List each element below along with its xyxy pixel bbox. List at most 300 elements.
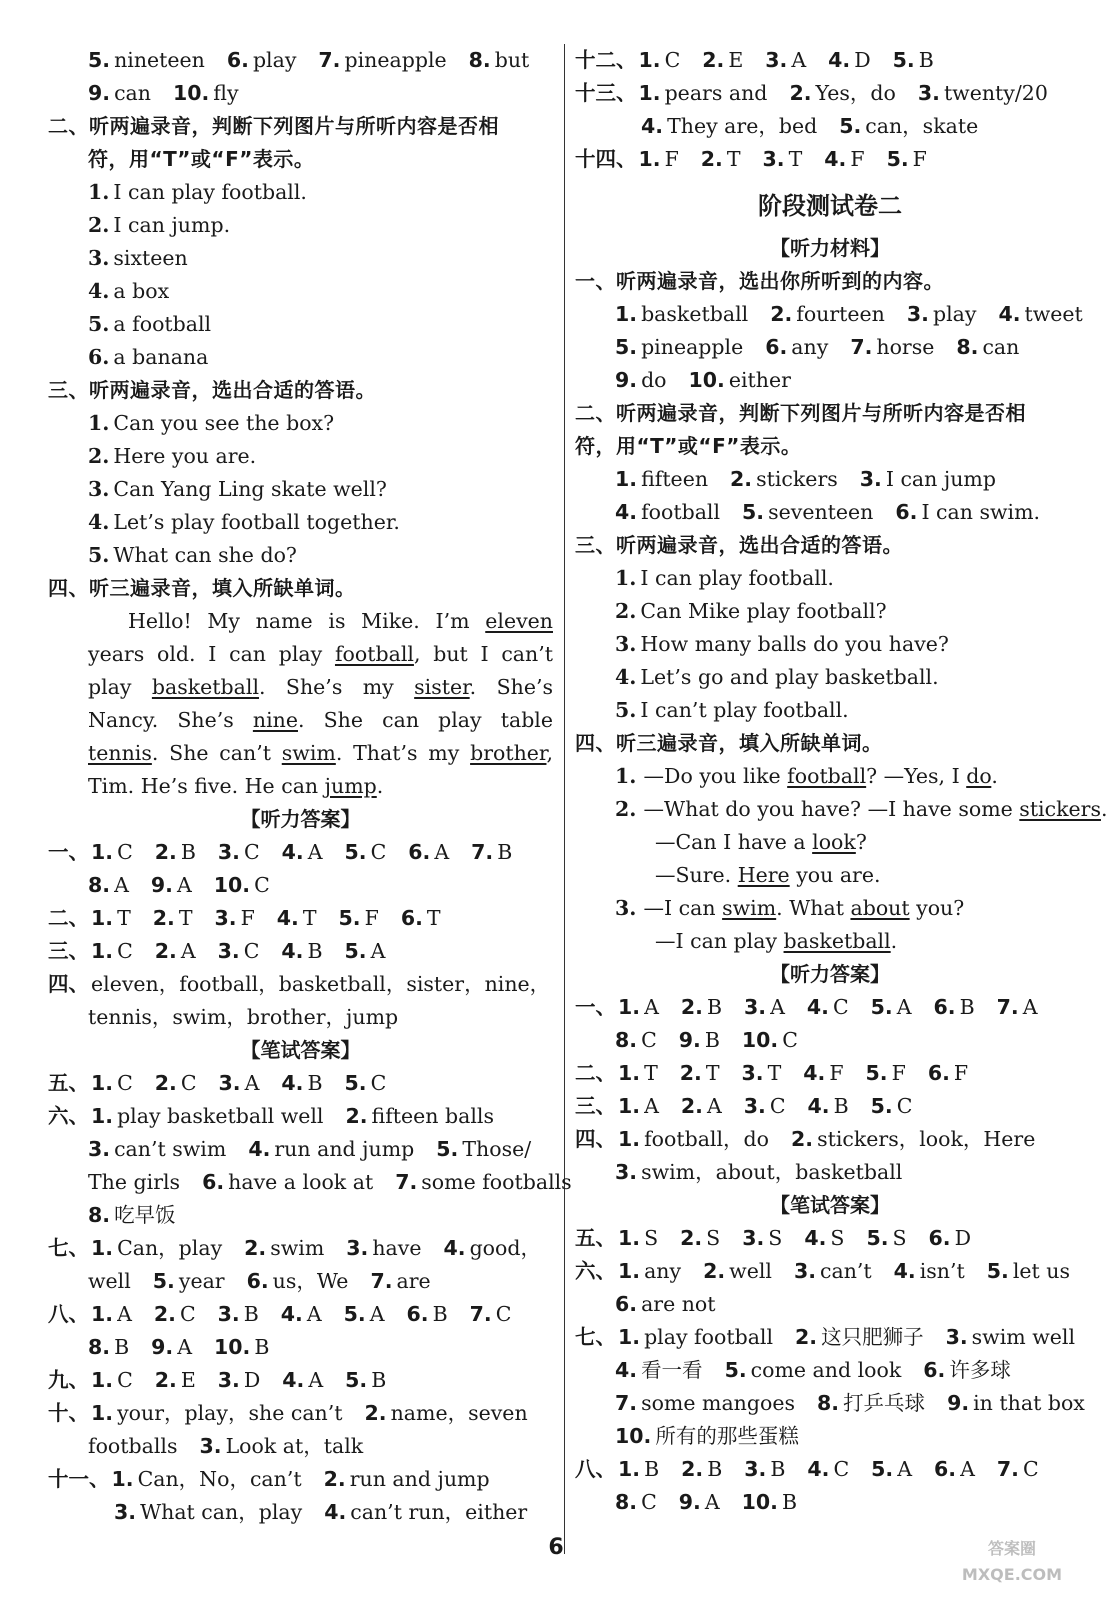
answer-row: [575, 110, 1085, 143]
item-text: C: [117, 939, 133, 963]
item-number: 3.: [346, 1236, 369, 1260]
item-text: E: [180, 1368, 196, 1392]
item-number: 2.: [795, 1325, 818, 1349]
answer-item: [471, 836, 512, 869]
item-text: A: [114, 873, 129, 897]
listen-answers-heading: 【听力答案】: [240, 807, 361, 831]
item-text: C: [782, 1028, 798, 1052]
item-number: 1.: [91, 1071, 114, 1095]
answer-item: [469, 44, 530, 77]
item-number: 2.: [323, 1467, 346, 1491]
filled-blank: tennis: [88, 741, 152, 765]
item-number: 4.: [803, 1061, 826, 1085]
watermark-line2: MXQE.COM: [961, 1565, 1063, 1584]
item-number: 6.: [615, 1292, 638, 1316]
answer-item: [345, 836, 387, 869]
item-text: isn’t: [919, 1259, 965, 1283]
item-text: T: [788, 147, 803, 171]
answer-item: [365, 1397, 528, 1430]
answer-row: [575, 44, 1085, 77]
item-number: 1.: [618, 1226, 641, 1250]
answer-item: [88, 341, 208, 374]
item-text: A: [960, 1457, 975, 1481]
item-text: B: [918, 48, 934, 72]
item-number: 2.: [154, 1071, 177, 1095]
filled-blank: basketball: [783, 929, 891, 953]
item-text: 吃早饭: [114, 1203, 176, 1227]
filled-blank: nine: [252, 708, 298, 732]
item-number: 9.: [947, 1391, 970, 1415]
answer-item: [887, 143, 927, 176]
item-number: 3.: [615, 632, 637, 656]
item-text: can’t swim: [114, 1137, 227, 1161]
item-text: B: [114, 1335, 130, 1359]
written-answers-heading: 【笔试答案】: [770, 1193, 890, 1217]
item-text: year: [178, 1269, 225, 1293]
list-item: [48, 275, 553, 308]
section-number: 四、: [48, 972, 89, 996]
list-item: [48, 209, 553, 242]
item-number: 7.: [318, 48, 341, 72]
item-number: 1.: [88, 411, 110, 435]
answer-item: [850, 331, 934, 364]
item-text: A: [1022, 995, 1038, 1019]
answer-row: [575, 77, 1085, 110]
answer-item: [701, 143, 741, 176]
answer-item: [88, 242, 188, 275]
item-number: 6.: [933, 995, 956, 1019]
answer-item: [215, 902, 255, 935]
item-number: 4.: [281, 939, 304, 963]
answer-item: [218, 1298, 259, 1331]
item-text: A: [791, 48, 807, 72]
item-text: C: [641, 1490, 657, 1514]
item-number: 3.: [88, 1137, 111, 1161]
section-number: 三、: [575, 1094, 616, 1118]
answer-item: [615, 694, 849, 727]
item-text: Can，No，can’t: [137, 1467, 302, 1491]
answer-item: [934, 1453, 975, 1486]
item-text: I can swim.: [921, 500, 1041, 524]
item-number: 2.: [88, 213, 110, 237]
list-item: [48, 242, 553, 275]
answer-item: [824, 143, 864, 176]
answer-item: [742, 496, 873, 529]
answer-item: [615, 364, 667, 397]
item-number: 8.: [88, 873, 111, 897]
item-number: 3.: [945, 1325, 968, 1349]
item-text: Can Mike play football?: [640, 599, 887, 623]
section-number: 十一、: [48, 1467, 110, 1491]
answer-item: [615, 1354, 703, 1387]
item-text: B: [307, 1071, 323, 1095]
item-number: 3.: [218, 1071, 241, 1095]
answer-item: [339, 902, 379, 935]
item-number: 6.: [934, 1457, 957, 1481]
section-number: 八、: [48, 1302, 89, 1326]
item-number: 2.: [680, 1226, 703, 1250]
answer-row: [575, 1057, 1085, 1090]
list-item: [48, 176, 553, 209]
answer-item: [346, 1232, 421, 1265]
answer-row: [48, 1166, 572, 1199]
answer-item: [618, 1321, 773, 1354]
item-text: come and look: [750, 1358, 902, 1382]
item-number: 7.: [615, 1391, 638, 1415]
item-number: 5.: [88, 312, 110, 336]
item-text: T: [178, 906, 193, 930]
answer-item: [370, 1265, 430, 1298]
item-text: horse: [876, 335, 935, 359]
item-text: B: [770, 1457, 786, 1481]
item-text: D: [954, 1226, 972, 1250]
item-number: 3.: [906, 302, 929, 326]
answer-item: [318, 44, 446, 77]
item-number: 5.: [344, 1071, 367, 1095]
item-text: are not: [641, 1292, 716, 1316]
item-text: T: [117, 906, 131, 930]
item-text: A: [706, 1094, 722, 1118]
item-text: B: [371, 1368, 387, 1392]
answer-item: [91, 902, 131, 935]
item-text: A: [307, 840, 323, 864]
answer-row: [575, 1123, 1085, 1156]
item-text: stickers: [756, 467, 838, 491]
answer-item: [615, 496, 720, 529]
answer-row: [48, 968, 553, 1001]
item-number: 5.: [344, 840, 367, 864]
answer-item: [789, 77, 895, 110]
item-number: 4.: [804, 1226, 827, 1250]
item-text: run and jump: [349, 1467, 490, 1491]
item-number: 3.: [917, 81, 940, 105]
answer-item: [219, 1067, 260, 1100]
section-number: 二、: [48, 906, 89, 930]
item-number: 10.: [741, 1028, 779, 1052]
item-text: They are，bed: [667, 114, 818, 138]
answer-item: [615, 1024, 657, 1057]
answer-item: [244, 1232, 324, 1265]
answer-item: [860, 463, 996, 496]
item-number: 4.: [276, 906, 299, 930]
answer-item: [894, 1255, 965, 1288]
item-text: footballs: [88, 1434, 178, 1458]
answer-item: [200, 1430, 364, 1463]
item-number: 3.: [217, 1302, 240, 1326]
item-number: 3.: [114, 1500, 137, 1524]
item-number: 1.: [618, 1457, 641, 1481]
item-text: C: [370, 1071, 387, 1095]
item-text: fourteen: [796, 302, 885, 326]
answer-row: [575, 1321, 1085, 1354]
list-item: [575, 595, 1085, 628]
item-text: can: [114, 81, 151, 105]
answer-item: [730, 463, 838, 496]
page-number: 6: [548, 1535, 564, 1560]
answer-row: [48, 1298, 553, 1331]
answer-row: [48, 1265, 553, 1298]
answer-item: [618, 1057, 658, 1090]
item-list: [48, 407, 553, 572]
item-number: 4.: [615, 1358, 638, 1382]
item-number: 10.: [213, 873, 251, 897]
list-item: [575, 562, 1085, 595]
item-number: 2.: [153, 1302, 176, 1326]
section-heading: [575, 265, 1085, 298]
item-text: A: [180, 939, 196, 963]
item-number: 3.: [88, 477, 110, 501]
item-text: can’t: [820, 1259, 872, 1283]
section-heading: [575, 529, 1085, 562]
answer-item: [618, 1255, 681, 1288]
item-number: 6.: [927, 1061, 950, 1085]
item-number: 3.: [744, 1457, 767, 1481]
item-text: Those/: [462, 1137, 532, 1161]
item-number: 1.: [615, 566, 637, 590]
section-heading: [575, 727, 1085, 760]
item-number: 3.: [742, 1226, 765, 1250]
answer-item: [88, 869, 129, 902]
answer-item: [866, 1057, 906, 1090]
filled-blank: swim: [722, 896, 777, 920]
answer-item: [998, 298, 1082, 331]
answer-row: [575, 298, 1085, 331]
item-number: 1.: [91, 906, 114, 930]
list-item: [48, 308, 553, 341]
item-text: B: [707, 1457, 723, 1481]
answer-item: [702, 44, 743, 77]
item-text: S: [830, 1226, 845, 1250]
item-number: 7.: [370, 1269, 393, 1293]
answer-row: [48, 836, 553, 869]
item-number: 4.: [248, 1137, 271, 1161]
item-text: name，seven: [390, 1401, 528, 1425]
section-heading: [575, 397, 1085, 430]
answer-item: [248, 1133, 414, 1166]
section-title: 听三遍录音，填入所缺单词。: [89, 576, 356, 600]
item-number: 3.: [743, 1094, 766, 1118]
answer-item: [155, 1364, 196, 1397]
answer-item: [828, 44, 871, 77]
item-number: 1.: [91, 1302, 114, 1326]
item-number: 6.: [923, 1358, 946, 1382]
item-text: pineapple: [641, 335, 744, 359]
answer-row: [575, 1420, 1085, 1453]
item-text: T: [705, 1061, 720, 1085]
answer-item: [202, 1166, 373, 1199]
answer-item: [618, 1222, 658, 1255]
item-number: 6.: [226, 48, 249, 72]
item-number: 5.: [615, 698, 637, 722]
section-number: 七、: [48, 1236, 89, 1260]
answer-row: [575, 143, 1085, 176]
item-number: 1.: [638, 81, 661, 105]
section-title: 听两遍录音，选出合适的答语。: [616, 533, 903, 557]
item-text: A: [244, 1071, 260, 1095]
item-number: 2.: [152, 906, 175, 930]
item-number: 3.: [765, 48, 788, 72]
item-text: a box: [113, 279, 170, 303]
answer-item: [155, 935, 196, 968]
item-number: 4.: [824, 147, 847, 171]
filled-blank: Here: [737, 863, 790, 887]
answer-item: [88, 407, 334, 440]
answer-item: [91, 1298, 132, 1331]
item-text: 所有的那些蛋糕: [655, 1424, 799, 1448]
item-number: 6.: [895, 500, 918, 524]
answer-item: [91, 1364, 133, 1397]
item-number: 2.: [364, 1401, 387, 1425]
section-number: 十、: [48, 1401, 89, 1425]
section-title: 听两遍录音，判断下列图片与所听内容是否相: [89, 114, 499, 138]
item-number: 7.: [395, 1170, 418, 1194]
item-number: 1.: [618, 1259, 641, 1283]
section-number: 六、: [48, 1104, 89, 1128]
answer-item: [282, 1364, 323, 1397]
item-number: 6.: [928, 1226, 951, 1250]
item-text: do: [641, 368, 667, 392]
item-text: well: [88, 1269, 131, 1293]
answer-item: [871, 1090, 913, 1123]
section-number: 一、: [575, 269, 616, 293]
answer-item: [929, 1222, 972, 1255]
item-number: 2.: [680, 995, 703, 1019]
item-text: 许多球: [949, 1358, 1011, 1382]
answer-row: [48, 1199, 553, 1232]
item-text: stickers，look，Here: [817, 1127, 1036, 1151]
section-number: 九、: [48, 1368, 89, 1392]
item-number: 2.: [680, 1094, 703, 1118]
answer-item: [866, 1222, 906, 1255]
item-number: 4.: [893, 1259, 916, 1283]
item-number: 7.: [469, 1302, 492, 1326]
item-number: 9.: [151, 1335, 174, 1359]
answer-item: [763, 143, 803, 176]
answer-item: [871, 1453, 912, 1486]
item-number: 9.: [88, 81, 111, 105]
item-text: pears and: [664, 81, 768, 105]
item-text: F: [891, 1061, 906, 1085]
answer-row: [48, 869, 553, 902]
item-number: 4.: [807, 1457, 830, 1481]
item-number: 4.: [88, 510, 110, 534]
answer-item: [618, 1090, 659, 1123]
item-text: tweet: [1024, 302, 1083, 326]
item-number: 2.: [615, 797, 644, 821]
item-list: [48, 176, 553, 374]
item-number: 7.: [996, 1457, 1019, 1481]
item-text: What can，play: [140, 1500, 303, 1524]
answer-item: [91, 836, 133, 869]
answer-item: [114, 1496, 302, 1529]
item-number: 5.: [865, 1061, 888, 1085]
answer-item: [91, 1100, 323, 1133]
item-text: A: [704, 1490, 720, 1514]
dialog-line: 3. —I can swim. What about you?: [615, 896, 965, 920]
item-number: 8.: [88, 1203, 111, 1227]
item-text: B: [180, 840, 196, 864]
answer-item: [281, 935, 322, 968]
filled-blank: sister: [414, 675, 470, 699]
column-divider: [564, 44, 565, 1554]
item-text: A: [176, 873, 192, 897]
answer-item: [681, 1453, 722, 1486]
item-number: 8.: [88, 1335, 111, 1359]
answer-item: [744, 1453, 785, 1486]
item-number: 1.: [88, 180, 110, 204]
section-number: 三、: [48, 378, 89, 402]
answer-item: [680, 1222, 720, 1255]
answer-row: [575, 1453, 1085, 1486]
item-text: Can Yang Ling skate well?: [113, 477, 387, 501]
item-number: 3.: [615, 1160, 638, 1184]
item-text: us，We: [272, 1269, 349, 1293]
answer-item: [88, 539, 297, 572]
dialog-line: —I can play basketball.: [655, 929, 898, 953]
item-text: 这只肥狮子: [821, 1325, 924, 1349]
item-text: A: [644, 995, 659, 1019]
answer-item: [615, 661, 939, 694]
item-text: Yes，do: [815, 81, 896, 105]
item-number: 4.: [828, 48, 851, 72]
answer-item: [153, 902, 193, 935]
item-number: 3.: [741, 1061, 764, 1085]
item-text: let us: [1012, 1259, 1071, 1283]
item-text: The girls: [88, 1170, 181, 1194]
item-number: 2.: [730, 467, 753, 491]
item-text: B: [644, 1457, 660, 1481]
item-text: B: [243, 1302, 259, 1326]
dialog-line: 2. —What do you have? —I have some stickers.: [615, 797, 1108, 821]
item-text: nineteen: [114, 48, 205, 72]
item-text: any: [791, 335, 829, 359]
item-number: 1.: [618, 1061, 641, 1085]
answer-row: tennis，swim，brother，jump: [88, 1005, 399, 1029]
item-text: C: [243, 840, 260, 864]
answer-row: [575, 1222, 1085, 1255]
answer-item: [401, 902, 441, 935]
answer-item: [615, 1486, 657, 1519]
filled-blank: swim: [281, 741, 336, 765]
item-text: football，do: [644, 1127, 769, 1151]
item-number: 5.: [886, 147, 909, 171]
answer-row: [575, 1387, 1085, 1420]
list-item: [575, 628, 1085, 661]
item-number: 3.: [859, 467, 882, 491]
answer-item: [639, 44, 681, 77]
item-text: A: [434, 840, 450, 864]
answer-item: [408, 836, 449, 869]
item-text: A: [369, 1302, 385, 1326]
answer-item: [281, 1067, 322, 1100]
list-item: [575, 661, 1085, 694]
item-number: 5.: [88, 48, 111, 72]
item-number: 2.: [88, 444, 110, 468]
answer-item: [803, 1057, 843, 1090]
item-number: 4.: [280, 1302, 303, 1326]
item-number: 3.: [214, 906, 237, 930]
item-number: 1.: [618, 1094, 641, 1118]
item-text: S: [892, 1226, 907, 1250]
item-number: 2.: [702, 48, 725, 72]
item-text: F: [850, 147, 865, 171]
item-number: 9.: [678, 1490, 701, 1514]
item-text: swim: [270, 1236, 325, 1260]
item-text: C: [243, 939, 260, 963]
answer-item: [725, 1354, 902, 1387]
item-text: E: [728, 48, 744, 72]
section-heading-cont: 符，用“T”或“F”表示。: [575, 434, 802, 458]
